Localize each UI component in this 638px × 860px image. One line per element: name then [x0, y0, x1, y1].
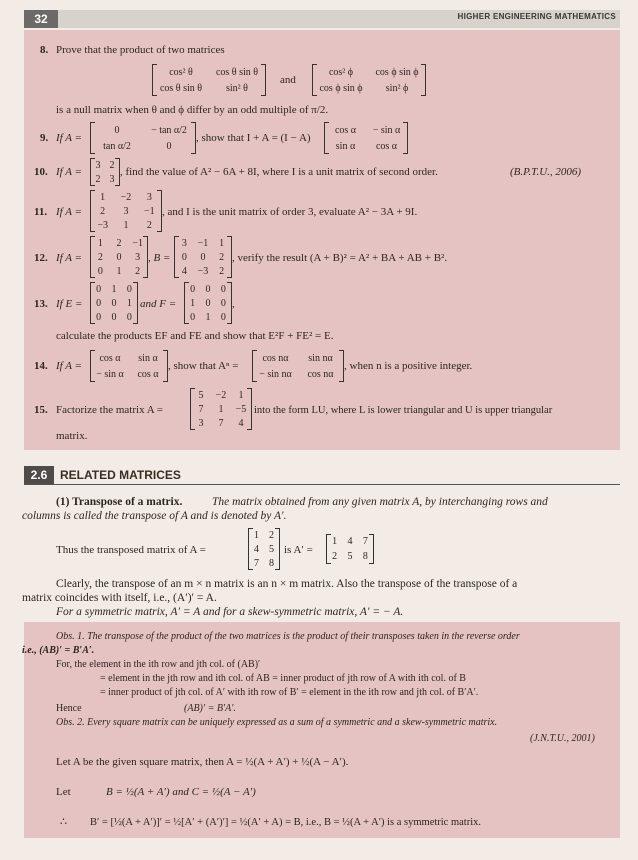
page-number: 32	[24, 10, 58, 28]
b-transpose-line: B′ = [½(A + A′)]′ = ½[A′ + (A′)′] = ½(A′ + A) = B, i.e., B = ½(A + A′) is a symmetric matrix.	[90, 817, 482, 828]
obs2: Obs. 2. Every square matrix can be uniquely expressed as a sum of a symmetric and a skew-symmetric matrix.	[56, 717, 498, 728]
ex15-matrix	[190, 388, 252, 430]
cell: 7	[254, 557, 259, 569]
cell: cos nα	[307, 368, 334, 380]
obs-line-1: For, the element in the ith row and jth col. of (AB)′	[56, 659, 261, 670]
ex15-text-2: matrix.	[56, 430, 88, 442]
let-b-c-line: B = ½(A + A′) and C = ½(A − A′)	[106, 786, 256, 798]
para-2: Clearly, the transpose of an m × n matrix is an n × m matrix. Also the transpose of the transpose of a	[56, 578, 518, 590]
cell: 8	[362, 551, 368, 562]
section-title: RELATED MATRICES	[60, 468, 181, 482]
cell: cos α	[137, 368, 159, 380]
ex12-matrix-b	[174, 236, 232, 278]
cell: 3	[109, 173, 115, 185]
cell: sin nα	[308, 352, 333, 364]
running-title: HIGHER ENGINEERING MATHEMATICS	[457, 12, 616, 21]
cell: 4	[347, 536, 353, 547]
ex12-text: , verify the result (A + B)² = A² + BA + AB + B².	[232, 252, 448, 264]
ex14-matrix-1	[90, 350, 168, 382]
cell: 2	[109, 159, 115, 171]
cell: 0	[220, 311, 226, 323]
ex13-number: 13.	[34, 298, 48, 310]
cell: 2	[146, 219, 152, 231]
hence-label: Hence	[56, 703, 82, 714]
cell: 3	[146, 191, 152, 203]
ex9-text: , show that I + A = (I − A)	[196, 132, 311, 144]
ex8-matrix-1	[152, 64, 266, 96]
ex11-number: 11.	[34, 206, 48, 218]
cell: cos nα	[262, 352, 289, 364]
cell: 8	[269, 557, 274, 569]
cell: cos α	[99, 352, 121, 364]
cell: 0	[96, 297, 102, 309]
ex15-text: into the form LU, where L is lower triangular and U is upper triangular	[254, 405, 553, 416]
cell: 0	[126, 311, 132, 323]
cell: −2	[120, 191, 132, 203]
cell: 3	[181, 237, 187, 249]
obs-line-2: = element in the jth row and ith col. of AB = inner product of jth row of A with ith col. of B	[100, 673, 466, 684]
cell: −5	[235, 403, 247, 415]
cell: − sin α	[96, 368, 124, 380]
ex13-comma: ,	[232, 298, 235, 310]
cell: 1	[126, 297, 132, 309]
obs2-ref: (J.N.T.U., 2001)	[530, 733, 595, 744]
cell: 1	[254, 529, 259, 541]
cell: cos θ sin θ	[215, 66, 259, 78]
ex10-matrix	[90, 158, 120, 186]
cell: 0	[200, 251, 206, 263]
cell: 1	[123, 219, 129, 231]
cell: 0	[220, 297, 226, 309]
ex15-pre: Factorize the matrix A =	[56, 404, 164, 416]
cell: 2	[219, 265, 225, 277]
cell: 1	[332, 536, 338, 547]
cell: 1	[100, 191, 106, 203]
ex11-matrix	[90, 190, 162, 232]
matrix-a-transpose	[326, 534, 374, 564]
cell: 0	[190, 283, 196, 295]
thus-text: Thus the transposed matrix of A =	[56, 544, 206, 556]
ex9-pre: If A =	[56, 132, 82, 144]
cell: cos² θ	[169, 66, 193, 78]
ex12-matrix-a	[90, 236, 148, 278]
para-2b: matrix coincides with itself, i.e., (A′)′ = A.	[22, 592, 217, 604]
cell: 1	[111, 283, 117, 295]
transpose-def-2: columns is called the transpose of A and is denoted by A′.	[22, 510, 287, 522]
ex14-matrix-2	[252, 350, 344, 382]
cell: 0	[205, 297, 211, 309]
cell: − sin nα	[259, 368, 292, 380]
cell: − sin α	[372, 124, 401, 136]
cell: 0	[220, 283, 226, 295]
cell: 5	[347, 551, 353, 562]
transpose-def-1: The matrix obtained from any given matrix A, by interchanging rows and	[212, 496, 548, 508]
cell: 0	[114, 124, 120, 136]
ex8-text-2: is a null matrix when θ and ϕ differ by an odd multiple of π/2.	[56, 104, 329, 116]
cell: cos ϕ sin ϕ	[375, 66, 419, 78]
cell: 1	[190, 297, 196, 309]
cell: 2	[95, 173, 101, 185]
cell: 1	[219, 237, 225, 249]
cell: 4	[238, 417, 244, 429]
matrix-a	[248, 528, 280, 570]
ex14-text: , show that Aⁿ =	[168, 360, 239, 372]
transpose-heading: (1) Transpose of a matrix.	[56, 496, 183, 508]
cell: 0	[205, 283, 211, 295]
cell: 0	[166, 140, 172, 152]
cell: 2	[100, 205, 106, 217]
cell: 2	[332, 551, 338, 562]
obs-line-3: = inner product of jth col. of A′ with ith row of B′ = element in the ith row and jth col. of B′A′.	[100, 687, 479, 698]
ex12-pre: If A =	[56, 252, 82, 264]
ex10-text: , find the value of A² − 6A + 8I, where I is a unit matrix of second order.	[120, 166, 438, 178]
ex8-number: 8.	[40, 44, 49, 56]
cell: cos ϕ sin ϕ	[319, 82, 363, 94]
is-text: is A′ =	[284, 544, 313, 556]
cell: 5	[198, 389, 204, 401]
let-a-line: Let A be the given square matrix, then A = ½(A + A′) + ½(A − A′).	[56, 756, 349, 768]
cell: sin α	[138, 352, 158, 364]
ex11-pre: If A =	[56, 206, 82, 218]
ex12-number: 12.	[34, 252, 48, 264]
hence-equation: (AB)′ = B′A′.	[184, 703, 236, 714]
cell: cos θ sin θ	[159, 82, 203, 94]
ex11-text: , and I is the unit matrix of order 3, evaluate A² − 3A + 9I.	[162, 206, 418, 218]
cell: 2	[219, 251, 225, 263]
ex8-text: Prove that the product of two matrices	[56, 44, 225, 56]
cell: − tan α/2	[151, 124, 187, 136]
cell: 1	[238, 389, 244, 401]
ex14-number: 14.	[34, 360, 48, 372]
cell: 0	[181, 251, 187, 263]
section-number: 2.6	[24, 466, 54, 484]
cell: 0	[111, 311, 117, 323]
cell: −3	[197, 265, 209, 277]
ex13-pre: If E =	[56, 298, 83, 310]
ex10-number: 10.	[34, 166, 48, 178]
ex14-text-2: , when n is a positive integer.	[344, 360, 473, 372]
ex15-number: 15.	[34, 404, 48, 416]
cell: sin α	[335, 140, 356, 152]
cell: 0	[126, 283, 132, 295]
ex12-b-label: , B =	[148, 252, 171, 264]
ex9-number: 9.	[40, 132, 49, 144]
ex10-ref: (B.P.T.U., 2006)	[510, 166, 582, 178]
cell: 1	[97, 237, 103, 249]
cell: 4	[254, 543, 259, 555]
cell: −1	[144, 205, 155, 217]
cell: −1	[197, 237, 209, 249]
cell: 7	[362, 536, 368, 547]
let-label: Let	[56, 786, 71, 798]
cell: 0	[97, 265, 103, 277]
cell: 0	[116, 251, 122, 263]
cell: cos α	[375, 140, 398, 152]
cell: 0	[96, 283, 102, 295]
cell: 3	[123, 205, 129, 217]
cell: −2	[215, 389, 227, 401]
observations-box	[24, 622, 620, 838]
cell: 0	[96, 311, 102, 323]
ex9-matrix-1	[90, 122, 196, 154]
ex8-matrix-2	[312, 64, 426, 96]
ex13-matrix-f	[184, 282, 232, 324]
ex13-and: and F =	[140, 298, 177, 310]
ex13-matrix-e	[90, 282, 138, 324]
ex9-matrix-2	[324, 122, 408, 154]
cell: 2	[97, 251, 103, 263]
cell: 3	[198, 417, 204, 429]
cell: 3	[135, 251, 141, 263]
cell: 1	[218, 403, 224, 415]
ex8-and: and	[280, 74, 296, 86]
therefore-symbol: ∴	[60, 816, 67, 828]
ex10-pre: If A =	[56, 166, 82, 178]
cell: 2	[269, 529, 274, 541]
cell: 7	[218, 417, 224, 429]
cell: −1	[132, 237, 143, 249]
cell: cos α	[334, 124, 357, 136]
cell: 1	[205, 311, 211, 323]
cell: 2	[116, 237, 122, 249]
obs1: Obs. 1. The transpose of the product of the two matrices is the product of their transposes taken in the reverse order	[56, 631, 520, 642]
cell: sin² θ	[226, 82, 248, 94]
cell: 1	[116, 265, 122, 277]
cell: 2	[135, 265, 141, 277]
cell: 0	[190, 311, 196, 323]
cell: 4	[181, 265, 187, 277]
cell: cos² ϕ	[328, 66, 354, 78]
ex13-text: calculate the products EF and FE and show that E²F + FE² = E.	[56, 330, 334, 342]
cell: 3	[95, 159, 101, 171]
cell: tan α/2	[103, 140, 131, 152]
ex14-pre: If A =	[56, 360, 82, 372]
cell: 5	[269, 543, 274, 555]
cell: 7	[198, 403, 204, 415]
para-3: For a symmetric matrix, A′ = A and for a skew-symmetric matrix, A′ = − A.	[56, 606, 404, 618]
cell: 0	[111, 297, 117, 309]
cell: sin² ϕ	[385, 82, 409, 94]
cell: −3	[97, 219, 108, 231]
obs1-b: i.e., (AB)′ = B′A′.	[22, 645, 95, 656]
